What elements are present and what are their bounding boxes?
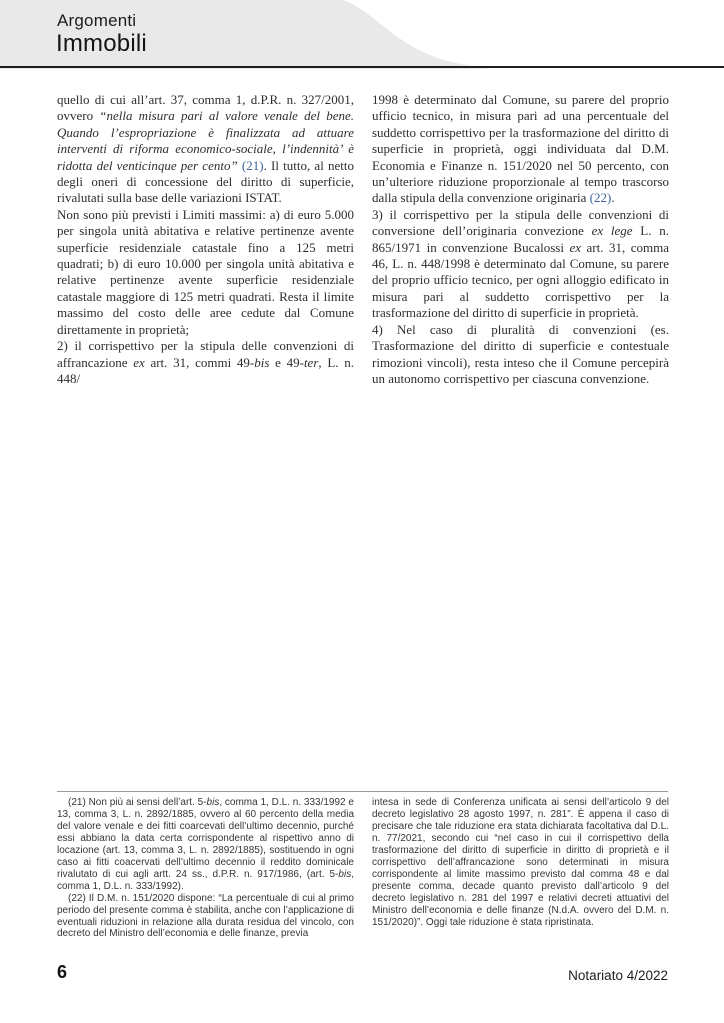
- text-segment: 1998 è determinato dal Comune, su parere del proprio ufficio tecnico, in misura pari ad una percentuale del suddetto corrispettivo per la trasformazione del diritto di superficie in proprietà, oggi individuata dal D.M. Economia e Finanze n. 151/2020 nel 50 percento, con un’ulteriore riduzione proporzionale al tempo trascorso dalla stipula della convenzione originaria: [372, 92, 669, 206]
- header-rule: [0, 66, 724, 68]
- paragraph: [57, 797, 354, 893]
- footnote-ref-link[interactable]: (22): [589, 190, 612, 206]
- paragraph: [57, 893, 354, 941]
- paragraph: [372, 797, 669, 928]
- paragraph: [57, 92, 354, 207]
- text-segment: e 49-: [269, 354, 304, 370]
- footnote-column-right: [372, 797, 669, 940]
- paragraph: [372, 322, 669, 388]
- text-segment: 4) Nel caso di pluralità di convenzioni (es. Trasformazione del diritto di superficie e contestuale rimozioni vincoli), resta inteso che il Comune percepirà un autonomo corrispettivo per ciascuna convenzione.: [372, 321, 669, 386]
- paragraph: [57, 338, 354, 387]
- footnote-separator-rule: [57, 791, 668, 792]
- text-segment: intesa in sede di Conferenza unificata ai sensi dell’articolo 9 del decreto legislativo 28 agosto 1997, n. 281”. È appena il caso di precisare che tale riduzione era stata dichiarata facoltativa dal D.L. n. 77/2021, secondo cui “nel caso in cui il corrispettivo della trasformazione del diritto di superficie in diritto di proprietà e il corrispettivo dell’affrancazione sono determinati in misura corrispondente al limite massimo previsto dal comma 48 e dal presente comma, decade quanto previsto dall’articolo 9 del decreto legislativo n. 281 del 1997 e relativi decreti attuativi del Ministro dell’economia e delle finanze (N.d.A. ovvero del D.M. n. 151/2020)”. Oggi tale riduzione è stata ripristinata.: [372, 797, 669, 928]
- section-title: Immobili: [56, 30, 147, 57]
- text-segment: art. 31, commi 49-: [144, 354, 255, 370]
- body-column-right: [372, 92, 669, 387]
- text-segment: , L. n. 448/: [57, 354, 354, 386]
- footnote-column-left: [57, 797, 354, 940]
- text-segment: , comma 1, D.L. n. 333/1992).: [57, 868, 354, 892]
- text-segment: art. 31, comma 46, L. n. 448/1998 è determinato dal Comune, su parere del proprio ufficio tecnico, per ogni alloggio edificato in misura pari al suddetto corrispettivo per la trasformazione del diritto di superficie in proprietà.: [372, 239, 669, 321]
- journal-name: Notariato 4/2022: [568, 968, 668, 983]
- text-segment: . Il tutto, al netto degli oneri di concessione del diritto di superficie, rivalutati sulla base delle variazioni ISTAT.: [57, 157, 354, 206]
- italic-text-segment: ex: [569, 239, 582, 255]
- paragraph: [57, 207, 354, 338]
- text-segment: Non sono più previsti i Limiti massimi: a) di euro 5.000 per singola unità abitativa e relative pertinenze avente superficie residenziale catastale fino a 125 metri quadrati; b) di euro 10.000 per singola unità abitativa e relative pertinenze avente superficie residenziale catastale maggiore di 125 metri quadrati. Resta il limite massimo del costo delle aree cedute dal Comune direttamente in proprietà;: [57, 206, 354, 337]
- text-segment: 3) il corrispettivo per la stipula delle convenzioni di conversione dell’originaria convezione: [372, 206, 669, 239]
- italic-text-segment: bis: [254, 354, 270, 370]
- section-kicker: Argomenti: [57, 11, 137, 30]
- italic-text-segment: bis: [206, 797, 220, 808]
- text-segment: L. n. 865/1971 in convenzione Bucalossi: [372, 223, 669, 255]
- italic-text-segment: ter: [303, 354, 319, 370]
- text-segment: (21) Non più ai sensi dell’art. 5-: [68, 797, 207, 808]
- footnote-ref-link[interactable]: (21): [241, 157, 264, 173]
- italic-text-segment: “nella misura pari al valore venale del bene. Quando l’espropriazione è finalizzata ad attuare interventi di riforma economico-sociale, l’indennità’ è ridotta del venticinque per cento”: [57, 108, 354, 173]
- text-segment: .: [611, 190, 615, 206]
- paragraph: [372, 92, 669, 207]
- article-body: [57, 92, 669, 387]
- text-segment: quello di cui all’art. 37, comma 1, d.P.R. n. 327/2001, ovvero: [57, 92, 354, 124]
- footnotes-section: [57, 797, 669, 940]
- italic-text-segment: ex: [133, 354, 145, 370]
- text-segment: , comma 1, D.L. n. 333/1992 e 13, comma 3, L. n. 2892/1885, ovvero al 60 percento della media del valore venale e dei fitti coarcevati dell’ultimo decennio, purché essi abbiano la data certa corrispondente al rispettivo anno di locazione (art. 13, comma 3, L. n. 2892/1885), sostituendo in ogni caso ai fitti coacervati dell’ultimo decennio il reddito dominicale rivalutato di cui agli artt. 24 ss., d.P.R. n. 917/1986, (art. 5-: [57, 797, 354, 880]
- italic-text-segment: bis: [338, 868, 352, 880]
- text-segment: (22) Il D.M. n. 151/2020 dispone: “La percentuale di cui al primo periodo del presente comma è stabilita, anche con l’applicazione di eventuali riduzioni in relazione alla durata residua del vincolo, con decreto del Ministro dell’economia e delle finanze, previa: [57, 892, 354, 940]
- text-segment: 2) il corrispettivo per la stipula delle convenzioni di affrancazione: [57, 338, 354, 370]
- italic-text-segment: ex lege: [591, 223, 633, 239]
- page-number: 6: [57, 962, 68, 982]
- paragraph: [372, 207, 669, 322]
- body-column-left: [57, 92, 354, 387]
